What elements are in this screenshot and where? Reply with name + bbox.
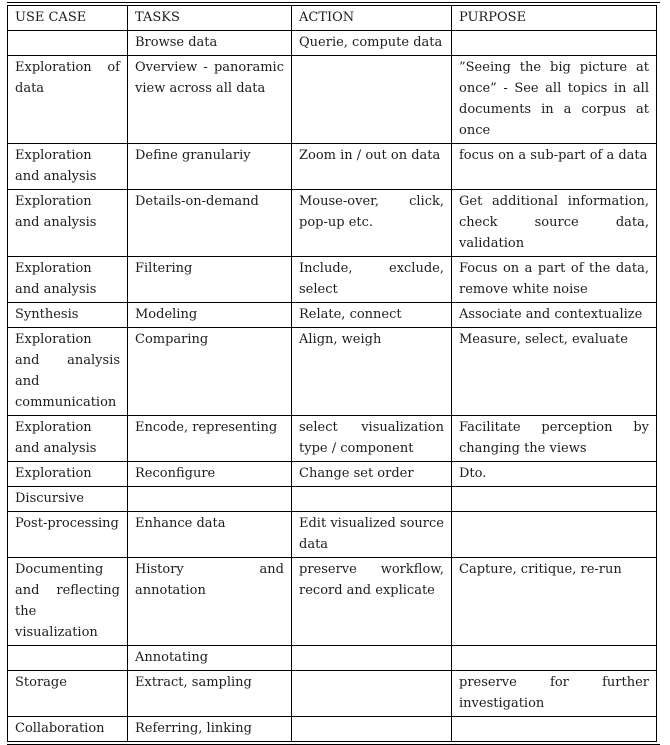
cell-purpose: Capture, critique, re-run bbox=[452, 558, 657, 646]
cell-action: Querie, compute data bbox=[292, 31, 452, 56]
cell-use-case: Exploration and analysis bbox=[8, 190, 128, 257]
cell-purpose bbox=[452, 717, 657, 742]
cell-use-case bbox=[8, 646, 128, 671]
cell-tasks: Browse data bbox=[128, 31, 292, 56]
cell-use-case: Storage bbox=[8, 671, 128, 717]
cell-purpose bbox=[452, 31, 657, 56]
cell-use-case: Synthesis bbox=[8, 303, 128, 328]
cell-tasks: History and annotation bbox=[128, 558, 292, 646]
cell-action: Relate, connect bbox=[292, 303, 452, 328]
cell-purpose: ”Seeing the big picture at once” - See all topics in all documents in a corpus at once bbox=[452, 56, 657, 144]
cell-use-case bbox=[8, 31, 128, 56]
cell-use-case: Exploration and analysis bbox=[8, 416, 128, 462]
column-header-tasks: TASKS bbox=[128, 6, 292, 31]
cell-purpose: preserve for further investigation bbox=[452, 671, 657, 717]
cell-tasks: Define granulariy bbox=[128, 144, 292, 190]
table-row bbox=[8, 31, 657, 56]
cell-use-case: Discursive bbox=[8, 487, 128, 512]
cell-purpose: focus on a sub-part of a data bbox=[452, 144, 657, 190]
column-header-action: ACTION bbox=[292, 6, 452, 31]
cell-action: Edit visualized source data bbox=[292, 512, 452, 558]
cell-use-case: Exploration and analysis bbox=[8, 144, 128, 190]
cell-action: Mouse-over, click, pop-up etc. bbox=[292, 190, 452, 257]
table-row bbox=[8, 512, 657, 558]
table-row bbox=[8, 671, 657, 717]
column-header-purpose: PURPOSE bbox=[452, 6, 657, 31]
cell-tasks: Reconfigure bbox=[128, 462, 292, 487]
cell-action bbox=[292, 487, 452, 512]
cell-purpose: Measure, select, evaluate bbox=[452, 328, 657, 416]
cell-tasks: Annotating bbox=[128, 646, 292, 671]
cell-action: Zoom in / out on data bbox=[292, 144, 452, 190]
cell-tasks bbox=[128, 487, 292, 512]
cell-tasks: Extract, sampling bbox=[128, 671, 292, 717]
cell-purpose bbox=[452, 646, 657, 671]
table-frame bbox=[7, 2, 660, 745]
cell-action bbox=[292, 671, 452, 717]
table-row bbox=[8, 257, 657, 303]
cell-purpose: Facilitate perception by changing the views bbox=[452, 416, 657, 462]
table-row-discursive bbox=[8, 487, 657, 512]
cell-action: Include, exclude, select bbox=[292, 257, 452, 303]
cell-use-case: Exploration of data bbox=[8, 56, 128, 144]
cell-purpose: Get additional information, check source data, validation bbox=[452, 190, 657, 257]
cell-action: preserve workflow, record and explicate bbox=[292, 558, 452, 646]
cell-action bbox=[292, 717, 452, 742]
cell-tasks: Filtering bbox=[128, 257, 292, 303]
table-row bbox=[8, 717, 657, 742]
cell-use-case: Documenting and reflecting the visualization bbox=[8, 558, 128, 646]
cell-purpose: Focus on a part of the data, remove white noise bbox=[452, 257, 657, 303]
table-row bbox=[8, 462, 657, 487]
cell-purpose: Dto. bbox=[452, 462, 657, 487]
header-row bbox=[8, 6, 657, 31]
cell-tasks: Enhance data bbox=[128, 512, 292, 558]
table-row bbox=[8, 56, 657, 144]
table-row bbox=[8, 144, 657, 190]
cell-tasks: Encode, representing bbox=[128, 416, 292, 462]
cell-action: Change set order bbox=[292, 462, 452, 487]
column-header-use-case: USE CASE bbox=[8, 6, 128, 31]
cell-use-case: Exploration bbox=[8, 462, 128, 487]
table-row bbox=[8, 303, 657, 328]
table-row bbox=[8, 416, 657, 462]
cell-tasks: Referring, linking bbox=[128, 717, 292, 742]
cell-use-case: Collaboration bbox=[8, 717, 128, 742]
cell-use-case: Exploration and analysis bbox=[8, 257, 128, 303]
table-row bbox=[8, 190, 657, 257]
cell-action bbox=[292, 646, 452, 671]
cell-purpose: Associate and contextualize bbox=[452, 303, 657, 328]
cell-purpose bbox=[452, 512, 657, 558]
cell-tasks: Overview - panoramic view across all data bbox=[128, 56, 292, 144]
cell-action: Align, weigh bbox=[292, 328, 452, 416]
table-row bbox=[8, 646, 657, 671]
cell-tasks: Comparing bbox=[128, 328, 292, 416]
cell-action bbox=[292, 56, 452, 144]
table-row bbox=[8, 328, 657, 416]
use-case-task-table bbox=[7, 5, 657, 742]
cell-use-case: Exploration and analysis and communication bbox=[8, 328, 128, 416]
cell-action: select visualization type / component bbox=[292, 416, 452, 462]
table-row bbox=[8, 558, 657, 646]
cell-tasks: Modeling bbox=[128, 303, 292, 328]
cell-tasks: Details-on-demand bbox=[128, 190, 292, 257]
cell-use-case: Post-processing bbox=[8, 512, 128, 558]
cell-purpose bbox=[452, 487, 657, 512]
